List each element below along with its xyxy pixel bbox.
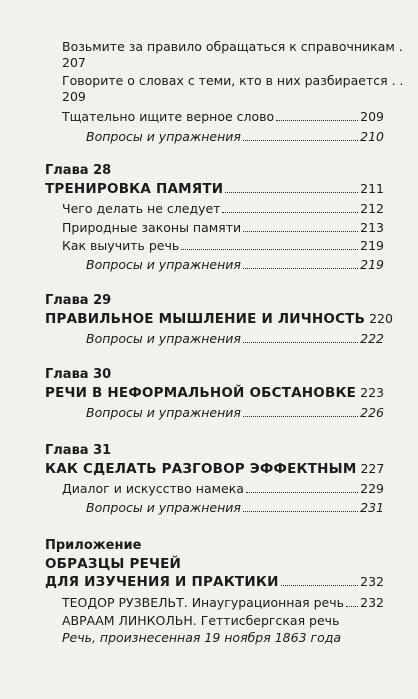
toc-entry-page: 232 [360, 595, 384, 610]
toc-entry-page: 212 [360, 201, 384, 216]
toc-entry [86, 331, 384, 347]
leader-dots [346, 606, 358, 607]
toc-entry [62, 481, 384, 497]
toc-entry-text: Природные законы памяти [62, 220, 242, 235]
toc-entry-page: 232 [360, 574, 384, 589]
toc-entry-page: 223 [360, 385, 384, 400]
toc-entry-text: Как выучить речь [62, 238, 180, 253]
toc-entry [62, 238, 384, 254]
appendix-title: ОБРАЗЦЫ РЕЧЕЙ [45, 556, 182, 572]
toc-entry-text: Вопросы и упражнения [86, 331, 241, 346]
toc-entry-page: 213 [360, 220, 384, 235]
toc-entry-text: Возьмите за правило обращаться к справочникам . [62, 39, 403, 54]
toc-entry-page: 231 [360, 500, 384, 515]
chapter-label: Глава 31 [45, 443, 112, 458]
toc-entry [86, 405, 384, 421]
leader-dots [225, 192, 358, 193]
toc-entry [86, 257, 384, 273]
toc-entry-page: 222 [360, 331, 384, 346]
leader-dots [181, 249, 358, 250]
toc-entry-page: 220 [369, 311, 393, 326]
toc-entry-page: 209 [62, 89, 86, 104]
toc-entry-page: 210 [360, 129, 384, 144]
leader-dots [243, 140, 358, 141]
leader-dots [243, 231, 358, 232]
toc-entry-page: 219 [360, 238, 384, 253]
toc-entry [62, 595, 384, 611]
toc-entry-text: Вопросы и упражнения [86, 500, 241, 515]
toc-entry-text: АВРААМ ЛИНКОЛЬН. Геттисбергская речь [62, 613, 340, 628]
toc-entry [86, 500, 384, 516]
appendix-title: ДЛЯ ИЗУЧЕНИЯ И ПРАКТИКИ [45, 574, 279, 590]
toc-entry-page: 209 [360, 109, 384, 124]
chapter-label: Глава 29 [45, 293, 112, 308]
leader-dots [243, 268, 358, 269]
toc-entry-page: 227 [360, 461, 385, 476]
toc-entry-page: 226 [360, 405, 384, 420]
toc-entry-text: Чего делать не следует [62, 201, 221, 216]
toc-entry [86, 129, 384, 145]
toc-entry-page: 211 [360, 181, 384, 196]
chapter-title: РЕЧИ В НЕФОРМАЛЬНОЙ ОБСТАНОВКЕ [45, 385, 357, 401]
toc-entry [62, 201, 384, 217]
toc-entry [62, 220, 384, 236]
toc-entry-text: Тщательно ищите верное слово [62, 109, 275, 124]
leader-dots [246, 492, 358, 493]
chapter-title-row [45, 311, 393, 327]
appendix-label: Приложение [45, 538, 142, 553]
appendix-title-row [45, 574, 384, 590]
toc-entry-page: 207 [62, 55, 86, 70]
toc-entry-page: 229 [360, 481, 384, 496]
toc-entry-text: ТЕОДОР РУЗВЕЛЬТ. Инаугурационная речь [62, 595, 344, 610]
chapter-title: КАК СДЕЛАТЬ РАЗГОВОР ЭФФЕКТНЫМ [45, 461, 357, 477]
toc-entry-page: 219 [360, 257, 384, 272]
leader-dots [222, 212, 358, 213]
leader-dots [243, 342, 358, 343]
toc-entry-text: Вопросы и упражнения [86, 405, 241, 420]
leader-dots [281, 585, 359, 586]
leader-dots [276, 120, 358, 121]
toc-entry-text: Вопросы и упражнения [86, 129, 241, 144]
toc-entry-text: Диалог и искусство намека [62, 481, 244, 496]
toc-entry [62, 109, 384, 125]
chapter-title-row [45, 181, 384, 197]
chapter-title: ПРАВИЛЬНОЕ МЫШЛЕНИЕ И ЛИЧНОСТЬ [45, 311, 366, 327]
chapter-title-row [45, 385, 384, 401]
toc-entry-text: Говорите о словах с теми, кто в них разбирается . . [62, 73, 404, 88]
chapter-title-row [45, 461, 384, 477]
leader-dots [243, 511, 358, 512]
chapter-label: Глава 28 [45, 163, 112, 178]
toc-entry-text: Вопросы и упражнения [86, 257, 241, 272]
leader-dots [243, 416, 358, 417]
chapter-label: Глава 30 [45, 367, 112, 382]
chapter-title: ТРЕНИРОВКА ПАМЯТИ [45, 181, 224, 197]
toc-entry-subtitle: Речь, произнесенная 19 ноября 1863 года [62, 630, 342, 645]
